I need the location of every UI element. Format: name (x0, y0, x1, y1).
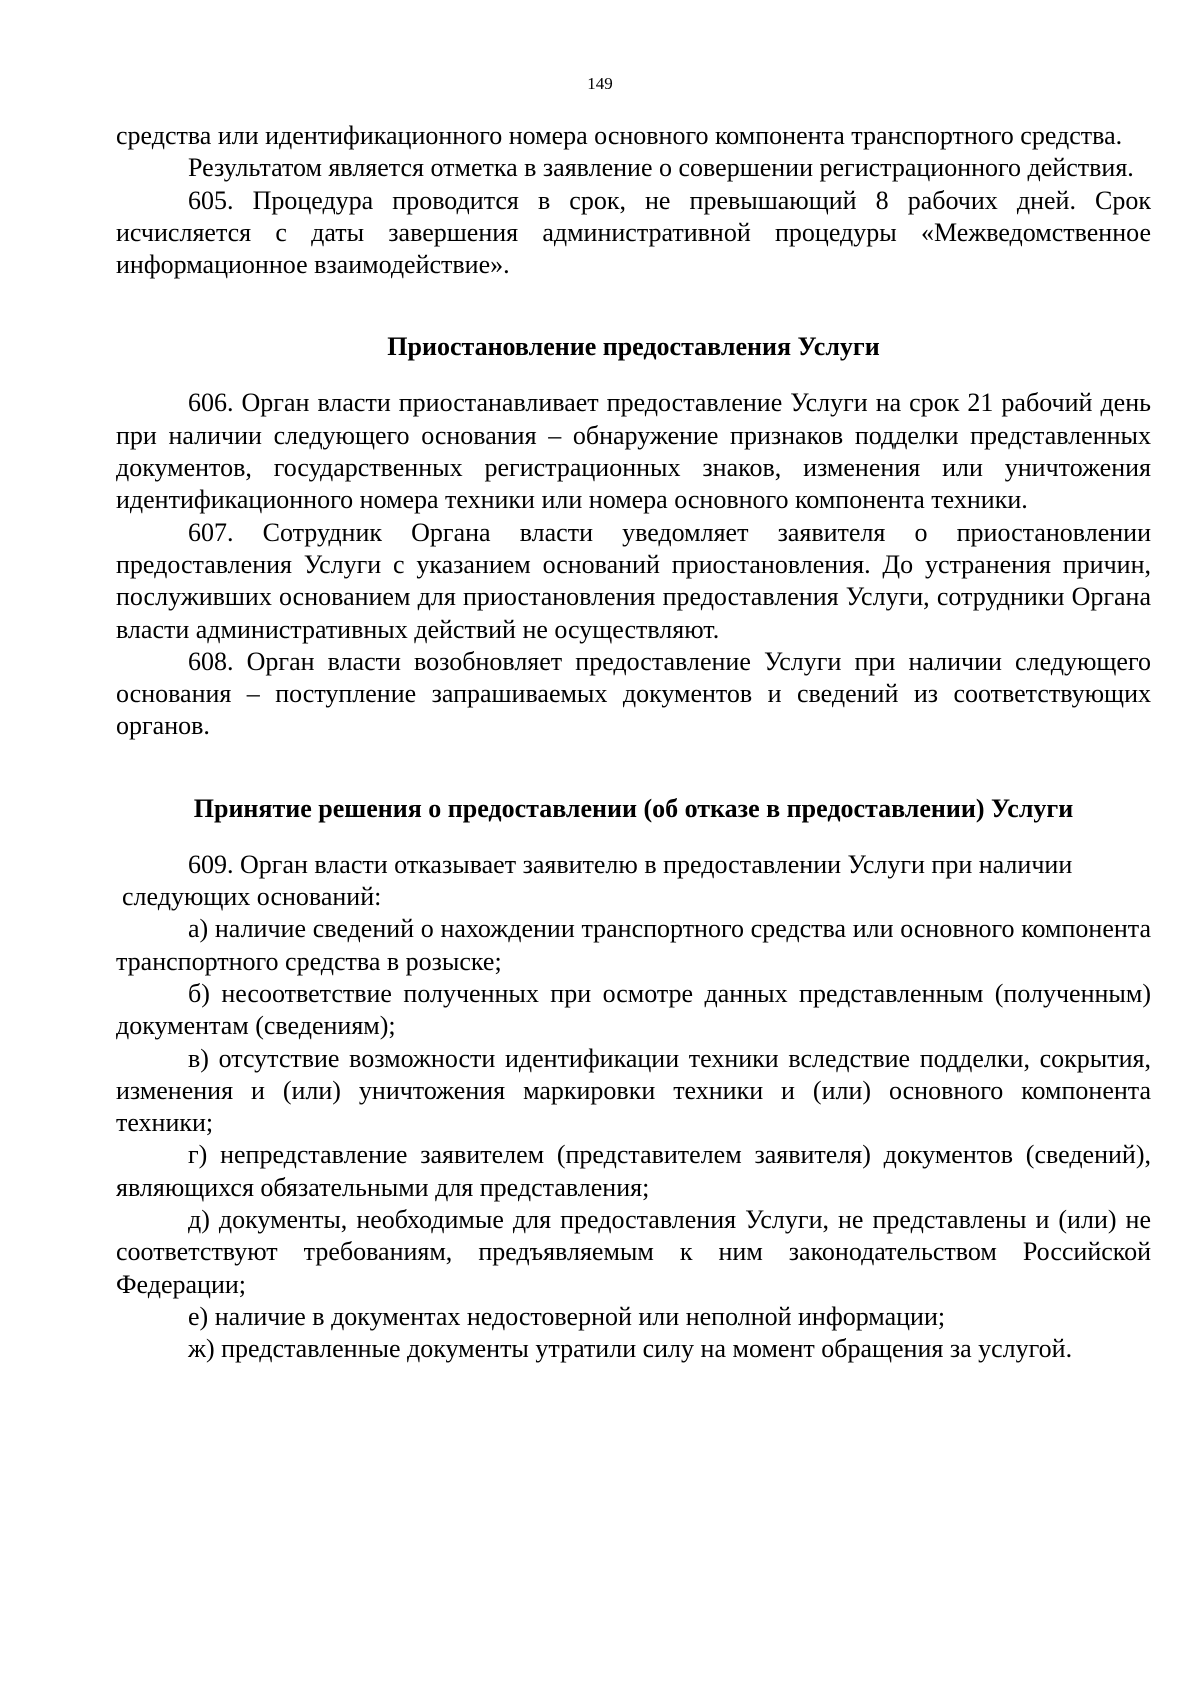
list-item-a: а) наличие сведений о нахождении транспортного средства или основного компонента транспортного средства в розыске; (116, 914, 1151, 976)
section-heading-suspension: Приостановление предоставления Услуги (387, 332, 880, 362)
paragraph-605: 605. Процедура проводится в срок, не превышающий 8 рабочих дней. Срок исчисляется с даты завершения административной процедуры «Межведомственное информационное взаимодействие». (116, 185, 1151, 280)
paragraph-result: Результатом является отметка в заявление о совершении регистрационного действия. (188, 153, 1134, 183)
list-item-v: в) отсутствие возможности идентификации техники вследствие подделки, сокрытия, изменения и (или) уничтожения маркировки техники и (или) основного компонента техники; (116, 1043, 1151, 1138)
list-item-d: д) документы, необходимые для предоставления Услуги, не представлены и (или) не соответствуют требованиям, предъявляемым к ним законодательством Российской Федерации; (116, 1205, 1151, 1299)
list-item-zh: ж) представленные документы утратили силу на момент обращения за услугой. (188, 1334, 1073, 1364)
page-number: 149 (587, 74, 613, 93)
paragraph-609-line1: 609. Орган власти отказывает заявителю в предоставлении Услуги при наличии (188, 849, 1073, 879)
document-body (116, 120, 1151, 1366)
paragraph-607: 607. Сотрудник Органа власти уведомляет заявителя о приостановлении предоставления Услуги с указанием оснований приостановления. До устранения причин, послуживших основанием для приостановления предоставления Услуги, сотрудники Органа власти административных действий не осуществляют. (116, 517, 1151, 644)
paragraph-continuation: средства или идентификационного номера основного компонента транспортного средства. (116, 121, 1123, 150)
list-item-b: б) несоответствие полученных при осмотре данных представленным (полученным) документам (сведениям); (116, 978, 1151, 1041)
list-item-g: г) непредставление заявителем (представителем заявителя) документов (сведений), являющихся обязательными для представления; (116, 1140, 1151, 1202)
section-heading-decision: Принятие решения о предоставлении (об отказе в предоставлении) Услуги (193, 793, 1074, 823)
list-item-e: е) наличие в документах недостоверной или неполной информации; (188, 1301, 946, 1331)
paragraph-608: 608. Орган власти возобновляет предоставление Услуги при наличии следующего основания – поступление запрашиваемых документов и сведений из соответствующих органов. (116, 646, 1151, 741)
paragraph-609-line2: следующих оснований: (122, 882, 382, 912)
paragraph-606: 606. Орган власти приостанавливает предоставление Услуги на срок 21 рабочий день при наличии следующего основания – обнаружение признаков подделки представленных документов, государственных регистрационных знаков, изменения или уничтожения идентификационного номера техники или номера основного компонента техники. (116, 388, 1151, 515)
